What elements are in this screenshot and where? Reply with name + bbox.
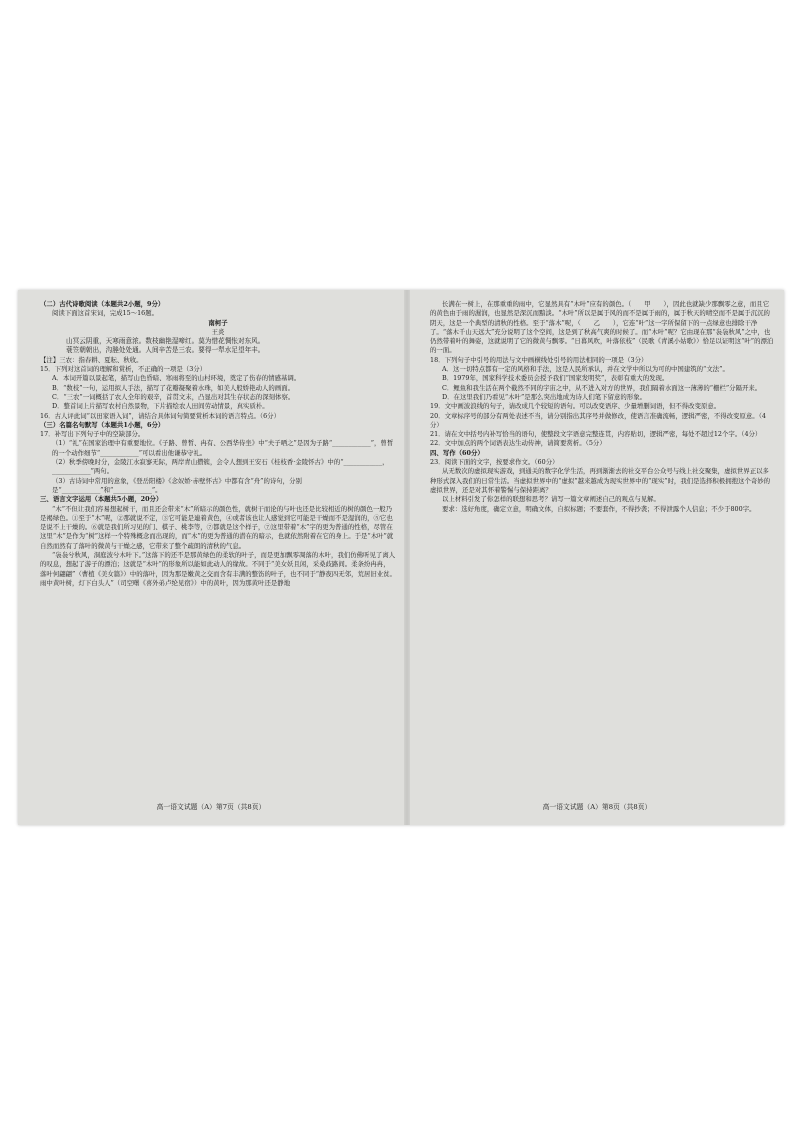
poem-author: 王炎 [211,327,225,336]
poem-line: 蓑笠朝朝出，沟塍处处通。人间辛苦是三农。要得一犁水足望年丰。 [66,346,265,355]
reading-passage: 长满在一树上，在那重重的雨中，它显然具有“木叶”应有的颜色。（ 甲 ），因此也就缺少那飘零之意，而且它的黄色由于雨的濕润，也显然是深沉而黯淡。“木叶”所以是属于风的而不是属于雨的，属于秋天的晴空而不是属于沉沉的阴天，这是一个典型的清秋的性格。至于“落木”呢，（ 乙 ），它连“叶”这一字所保留下的一点绿意也排除干净了。“落木千山天远大”充分说明了这个空间，这是到了秋高气爽的时候了。而“木叶”呢？它由现在那“袅袅秋风”之中，也仍然带着叶的舞姿，这就说明了它的微黄与飘零。“日暮风吹，叶落依枝”（民歌《青溪小姑歌》）恰足以证明这“叶”的漂泊的一面。 [430,300,774,355]
question-17-part-1: （1）“礼”在国家治理中有重要地位。《子路、曾皙、冉有、公西华侍坐》中“夫子哂之”是因为子路“____________”，曾皙的一个动作细节“____________”可以看出他谦恭守礼。 [52,439,394,457]
option-b: B．“数枝”一句，运用拟人手法，描写了花瓣凝聚着水珠，如美人般娇艳动人的画面。 [52,383,295,392]
question-21: 21．请在文中括号内补写恰当的语句，使整段文字语意完整连贯，内容贴切，逻辑严密，每处不超过12个字。（4分） [430,430,762,439]
scanned-exam-sheet [18,290,784,825]
option-a: A．本词开篇以景起笔，描写山色昏暗、寒雨将至的山村环境，奠定了伤春的情感基调。 [52,374,301,383]
section-heading: （二）古代诗歌阅读（本题共2小题，9分） [40,300,165,308]
instruction: 阅读下面这首宋词，完成15～16题。 [52,309,159,318]
writing-material: 从无数次的虚拟现实游戏，到通关的数字化学生活，再到渐渐去的社交平台公众号与线上社交聚集，虚拟世界正以多种形式深入我们的日常生活。当虚拟世界中的“虚拟”越来越成为现实世界中的“现实”时，我们是选择积极拥抱这个奇妙的虚拟世界，还是对其怀着警惕与保持距离？ [430,467,771,494]
option-a: A．这一切特点都有一定的风格和手法，这是人民所承认，并在文学中所以为可的中国建筑的“文法”。 [442,365,729,374]
question-17: 17．补写出下列句子中的空缺部分。 [40,430,145,439]
question-20: 20．文章标序号的部分有两处表述不当，请分别指出其序号并做修改，使语言准确流畅，逻辑严密，不得改变原意。（4分） [430,411,766,429]
poem-note: 【注】三农：指春耕、夏耘、秋收。 [40,355,143,364]
question-15: 15．下列对这首词的理解和赏析，不正确的一项是（3分） [40,365,207,374]
question-22: 22．文中加点的两个词语表达生动传神，请简要赏析。（5分） [430,439,606,448]
section-heading: 三、语言文字运用（本题共5小题，20分） [40,495,163,504]
question-17-part-2: （2）秋季傍晚时分，金陵江水寂寥无际，两岸青山攒簇，会令人想到王安石《桂枝香·金陵怀古》中的“____________，____________”两句。 [52,458,389,476]
option-d: D．在这里我们乃看见“木叶”是那么突出地成为诗人们笔下留意的形象。 [442,392,647,401]
page-footer: 高一语文试题（A）第7页（共8页） [156,803,266,811]
reading-passage: “袅袅兮秋风，洞庭波兮木叶下。”这落下的还不是那黄绿色的柔软的叶子，而是更加飘零凋落的木叶，我们仿佛听见了离人的叹息，想起了游子的漂泊；这就是“木叶”的形象所以能如此动人的缘故。不同于“美女妖且闲，采桑歧路间。柔条纷冉冉，落叶何翩翩”（曹植《美女篇》）中的落叶，因为那是嫩黄之交而含有丰满的整饬的叶子，也不同于“静夜四无邻，荒居旧业贫。雨中黄叶树，灯下白头人”（司空曙《喜外弟卢纶见宿》）中的黄叶，因为那黄叶还是静地 [40,551,396,587]
section-heading: （三）名篇名句默写（本题共1小题，6分） [40,420,165,429]
question-16: 16．古人评此词“以田家语入词”，请结合具体词句简要赏析本词的语言特点。（6分） [40,411,281,420]
left-page [18,290,404,825]
option-c: C．鲤鱼和我生活在两个截然不同的宇宙之中，从不进入对方的世界，我们隔着水面这一薄薄的“栅栏”分隔开来。 [442,383,762,392]
option-c: C．“三农”一词概括了农人全年的艰辛，首贯文末，凸显出对其生存状态的深刻体察。 [52,392,295,401]
question-23: 23．阅读下面的文字，按要求作文。（60分） [430,458,559,467]
writing-requirements: 要求：选好角度，确定立意，明确文体，自拟标题；不要套作，不得抄袭；不得泄露个人信息；不少于800字。 [442,504,756,513]
section-heading: 四、写作（60分） [430,448,484,457]
reading-passage: “木”不但让我们容易想起树干，而且还会带来“木”所暗示的颜色性，就树干而论的与叶也还是比较相近的树的颜色一般乃是褐绿色。①至于“木”呢，②那就说不定，③它可能是連着黄色，④或者该也让人感觉到它可能是干燥而不是湿润的，⑤它也是说不上干燥的。⑥就是我们所习见的门、棋子、桃李等，⑦都就是这个样子，⑦这里带着“木”字的更为普通的性格，尽管在这里“木”是作为“树”这样一个特殊概念而出现的，而“木”的更为普通的潜在的暗示，也就依然附着在它的身上。于是“木叶”就自然而然有了落叶的微黄与干燥之感，它带来了整个疏朗的清秋的气息。 [40,504,394,550]
poem-line: 山冥云阴重，天寒雨意浓。数枝幽艳湿啼红。莫为惜花惆怅对东风。 [66,337,265,346]
right-page [410,290,784,825]
option-b: B．1979年，国家科学技术委员会授予我们“国家发明奖”，表彰有重大的发现。 [442,374,669,383]
question-18: 18．下列句子中引号的用法与文中画横线处引号的用法相同的一项是（3分） [430,355,648,364]
poem-title: 南柯子 [208,318,228,327]
writing-prompt: 以上材料引发了你怎样的联想和思考？请写一篇文章阐述自己的观点与见解。 [442,495,660,504]
question-17-part-3: （3）古诗词中常用的意象，《登岳阳楼》《念奴娇·赤壁怀古》中都有含“舟”的诗句，分别是“____________”和“____________”。 [52,476,302,494]
question-19: 19．文中画波浪线的句子，请改成几个较短的语句。可以改变语序、少量增删词语，但不得改变原意。 [430,402,721,411]
option-d: D．整首词上片描写农村自然景物，下片描绘农人田间劳动情景，真实质朴。 [52,402,269,411]
page-footer: 高一语文试题（A）第8页（共8页） [542,803,652,811]
